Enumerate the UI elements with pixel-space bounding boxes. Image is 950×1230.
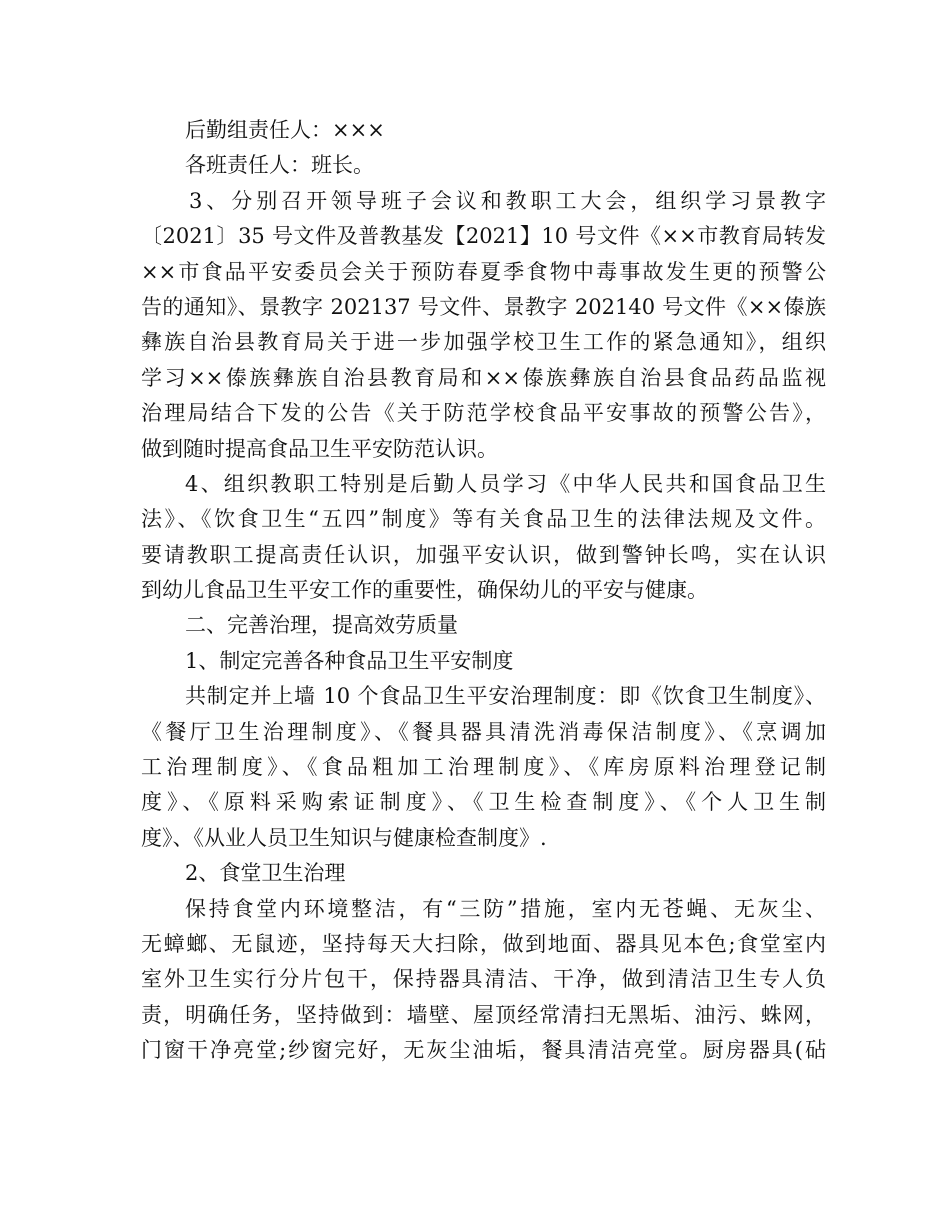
text-line: 治理局结合下发的公告《关于防范学校食品平安事故的预警公告》，	[141, 401, 826, 426]
text-line: 1、制定完善各种食品卫生平安制度	[185, 648, 514, 673]
text-line: 到幼儿食品卫生平安工作的重要性，确保幼儿的平安与健康。	[141, 578, 708, 603]
text-line: 门窗干净亮堂;纱窗完好，无灰尘油垢，餐具清洁亮堂。厨房器具(砧	[141, 1038, 826, 1063]
text-line: 责，明确任务，坚持做到：墙壁、屋顶经常清扫无黑垢、油污、蛛网，	[141, 1002, 826, 1027]
text-line: 3、分别召开领导班子会议和教职工大会，组织学习景教字	[189, 188, 826, 213]
text-line: 学习××傣族彝族自治县教育局和××傣族彝族自治县食品药品监视	[141, 365, 826, 390]
text-line: 室外卫生实行分片包干，保持器具清洁、干净，做到清洁卫生专人负	[141, 967, 826, 992]
text-line: 4、组织教职工特别是后勤人员学习《中华人民共和国食品卫生	[185, 471, 826, 496]
text-line: 无蟑螂、无鼠迹，坚持每天大扫除，做到地面、器具见本色;食堂室内	[141, 931, 826, 956]
text-line: 2、食堂卫生治理	[185, 861, 346, 886]
text-line: 后勤组责任人：×××	[185, 118, 385, 142]
text-line: 各班责任人：班长。	[185, 153, 374, 178]
text-line: 彝族自治县教育局关于进一步加强学校卫生工作的紧急通知》，组织	[141, 330, 826, 355]
text-line: ××市食品平安委员会关于预防春夏季食物中毒事故发生更的预警公	[141, 259, 826, 284]
text-line: 要请教职工提高责任认识，加强平安认识，做到警钟长鸣，实在认识	[141, 542, 826, 567]
text-line: 告的通知》、景教字 202137 号文件、景教字 202140 号文件《××傣族	[141, 294, 826, 319]
text-line: 〔2021〕35 号文件及普教基发【2021】10 号文件《××市教育局转发	[141, 224, 826, 249]
text-line: 度》、《原料采购索证制度》、《卫生检查制度》、《个人卫生制	[141, 790, 826, 815]
text-line: 二、完善治理，提高效劳质量	[185, 613, 458, 638]
text-line: 共制定并上墙 10 个食品卫生平安治理制度：即《饮食卫生制度》、	[185, 684, 826, 709]
text-line: 法》、《饮食卫生“五四”制度》等有关食品卫生的法律法规及文件。	[141, 507, 826, 532]
text-line: 工治理制度》、《食品粗加工治理制度》、《库房原料治理登记制	[141, 755, 826, 780]
text-line: 做到随时提高食品卫生平安防范认识。	[141, 436, 498, 461]
text-line: 度》、《从业人员卫生知识与健康检查制度》.	[141, 825, 547, 850]
text-line: 保持食堂内环境整洁，有“三防”措施，室内无苍蝇、无灰尘、	[185, 896, 826, 921]
document-page	[141, 113, 826, 1069]
text-line: 《餐厅卫生治理制度》、《餐具器具清洗消毒保洁制度》、《烹调加	[141, 719, 826, 744]
